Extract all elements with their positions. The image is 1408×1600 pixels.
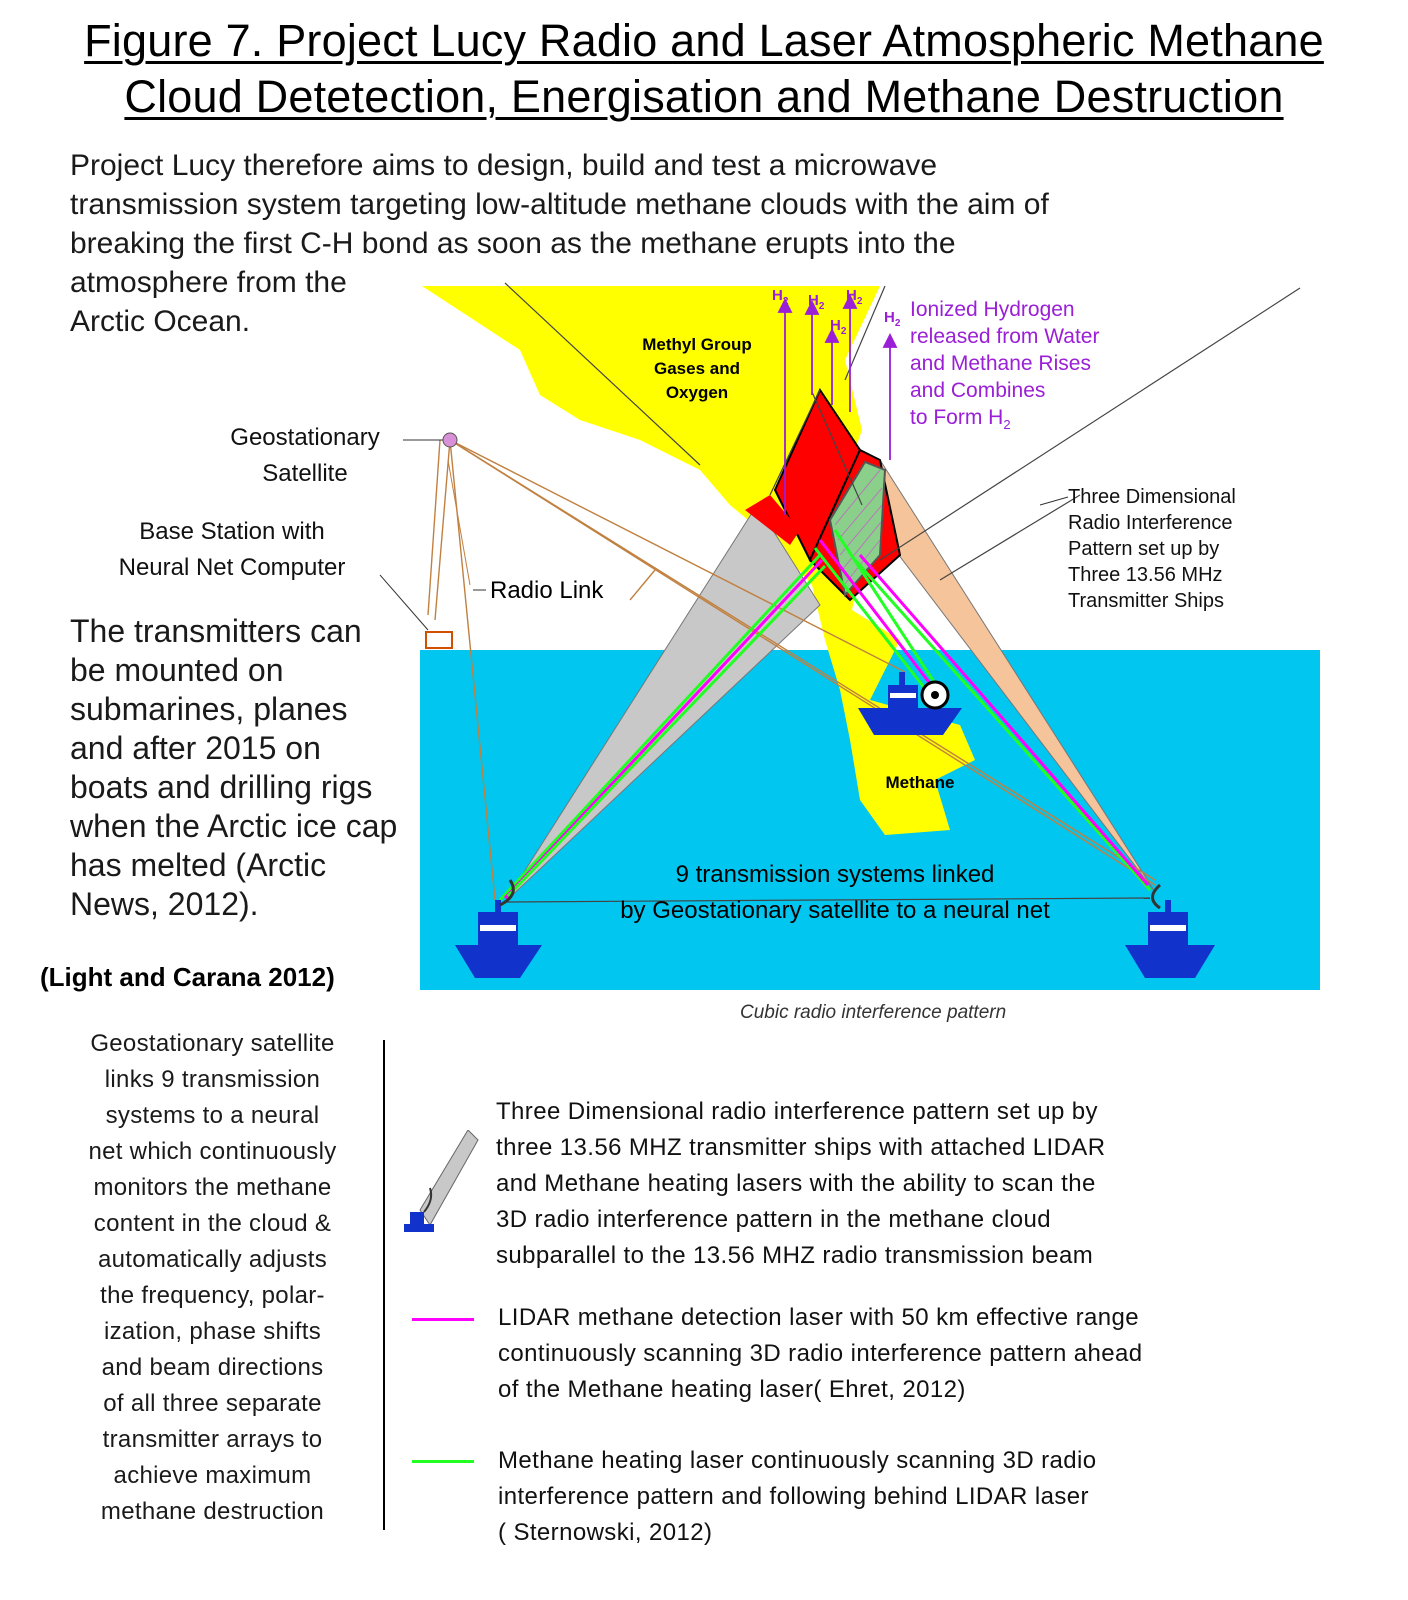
svg-text:Ionized Hydrogen: Ionized Hydrogen xyxy=(910,298,1075,321)
svg-text:Radio Interference: Radio Interference xyxy=(1068,512,1233,534)
systems-label: 9 transmission systems linked xyxy=(675,861,995,888)
h2-label: $H_2$ xyxy=(830,317,847,337)
intro-line: Arctic Ocean. xyxy=(70,305,251,338)
hydrogen-subscript: 2 xyxy=(1003,417,1011,432)
interference-label xyxy=(1068,486,1236,612)
svg-text:and Methane Rises: and Methane Rises xyxy=(910,352,1091,375)
methane-label: Methane xyxy=(885,773,955,792)
h2-subscript: 2 xyxy=(818,301,825,312)
h2-label: $H_2$ xyxy=(846,287,863,307)
citation: (Light and Carana 2012) xyxy=(40,962,335,992)
neural-net-description: Geostationary satellite links 9 transmission systems to a neural net which continuously monitors the methane content in the cloud & automatically adjusts the frequency, polar- ization, phase shifts and beam directions of all three separate transmitter arrays to achieve maximum methane destruction xyxy=(88,1030,337,1525)
h2-subscript: 2 xyxy=(894,318,901,329)
radio-link-label: Radio Link xyxy=(490,577,604,604)
hydrogen-label xyxy=(910,298,1099,432)
svg-text:Pattern set up by: Pattern set up by xyxy=(1068,538,1220,560)
transmitters-line: be mounted on xyxy=(70,652,284,688)
base-station-icon xyxy=(426,632,452,648)
satellite-label: Geostationary Satellite xyxy=(230,424,380,487)
svg-text:Three Dimensional: Three Dimensional xyxy=(1068,486,1236,508)
h2-label: $H_2$ xyxy=(808,292,825,312)
svg-text:Transmitter Ships: Transmitter Ships xyxy=(1068,590,1224,612)
legend-lidar-entry: LIDAR methane detection laser with 50 km effective range continuously scanning 3D radio interference pattern ahead of the Methane heating laser( Ehret, 2012) xyxy=(498,1304,1143,1403)
figure-title-line-1: Figure 7. Project Lucy Radio and Laser Atmospheric Methane xyxy=(84,15,1324,66)
heating-legend-swatch xyxy=(412,1460,474,1463)
svg-text:to Form H2: to Form $H_2$ xyxy=(910,406,1011,432)
ship-transmitter-legend-icon xyxy=(400,1130,490,1240)
h2-subscript: 2 xyxy=(840,326,847,337)
intro-line: breaking the first C-H bond as soon as the methane erupts into the xyxy=(70,227,956,260)
h2-label: $H_2$ xyxy=(884,309,901,329)
legend-ship-entry: Three Dimensional radio interference pattern set up by three 13.56 MHZ transmitter ships with attached LIDAR and Methane heating lasers with the ability to scan the 3D radio interference pattern in the methane cloud subparallel to the 13.56 MHZ radio transmission beam xyxy=(496,1098,1106,1269)
systems-label: by Geostationary satellite to a neural net xyxy=(620,897,1050,924)
h2-subscript: 2 xyxy=(782,296,789,307)
intro-line: Project Lucy therefore aims to design, build and test a microwave xyxy=(70,149,938,182)
geostationary-satellite-icon xyxy=(443,433,457,447)
transmitters-line: has melted (Arctic xyxy=(70,847,327,883)
svg-text:and Combines: and Combines xyxy=(910,379,1046,402)
svg-text:Three 13.56 MHz: Three 13.56 MHz xyxy=(1068,564,1223,586)
base-station-label: Base Station with Neural Net Computer xyxy=(118,518,346,581)
column-divider xyxy=(383,1040,385,1530)
transmitters-line: News, 2012). xyxy=(70,886,259,922)
transmitters-paragraph xyxy=(70,612,397,924)
transmitters-line: submarines, planes xyxy=(70,691,348,727)
transmitters-line: and after 2015 on xyxy=(70,730,321,766)
legend-heating-entry: Methane heating laser continuously scanning 3D radio interference pattern and following behind LIDAR laser ( Sternowski, 2012) xyxy=(498,1447,1097,1546)
methyl-label: Gases and xyxy=(654,359,740,378)
intro-line: transmission system targeting low-altitude methane clouds with the aim of xyxy=(70,188,1049,221)
intro-line: atmosphere from the xyxy=(70,266,347,299)
methyl-label: Methyl Group xyxy=(642,335,752,354)
h2-label: $H_2$ xyxy=(772,287,789,307)
diagram-caption: Cubic radio interference pattern xyxy=(740,1002,1007,1023)
transmitters-line: when the Arctic ice cap xyxy=(70,808,398,844)
methyl-label: Oxygen xyxy=(665,383,729,402)
lidar-legend-swatch xyxy=(412,1318,474,1321)
transmitters-line: boats and drilling rigs xyxy=(70,769,373,805)
h2-subscript: 2 xyxy=(856,296,863,307)
transmitters-line: The transmitters can xyxy=(70,613,362,649)
figure-title-line-2: Cloud Detetection, Energisation and Methane Destruction xyxy=(124,71,1284,122)
svg-text:released from Water: released from Water xyxy=(910,325,1100,348)
